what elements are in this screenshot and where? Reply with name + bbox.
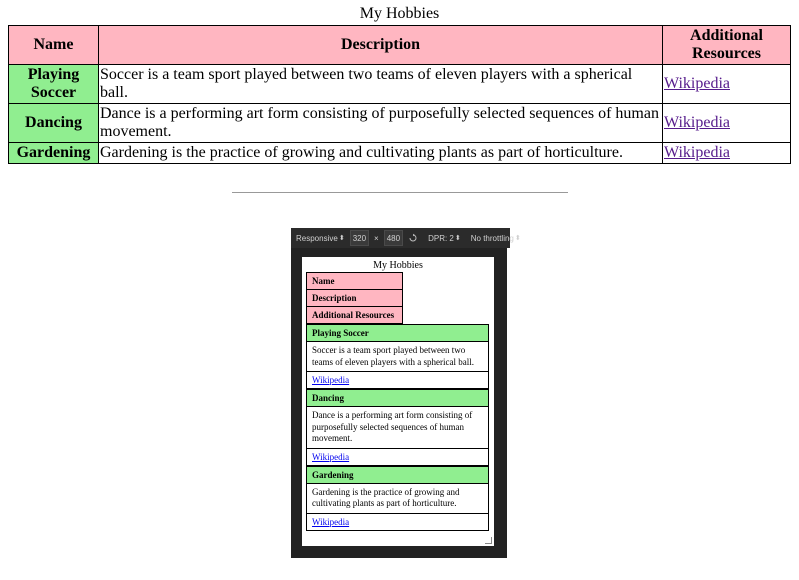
header-description: Description [99,26,663,65]
chevron-updown-icon: ⬍ [454,235,461,242]
wikipedia-link[interactable]: Wikipedia [312,375,350,385]
mobile-row-name: Dancing [306,389,489,407]
row-resource [663,104,791,143]
wikipedia-link[interactable]: Wikipedia [664,75,730,92]
mobile-row-resource [306,372,489,389]
table-row [9,65,791,104]
row-description: Dance is a performing art form consisting of purposefully selected sequences of human movement. [99,104,663,143]
row-description: Soccer is a team sport played between two teams of eleven players with a spherical ball. [99,65,663,104]
row-description: Gardening is the practice of growing and cultivating plants as part of horticulture. [99,143,663,164]
row-resource [663,65,791,104]
hobbies-table [8,25,791,164]
devtools-toolbar [291,228,521,248]
divider [232,192,568,193]
table-header-row [9,26,791,65]
device-viewport [302,257,494,546]
mobile-header-stack [306,272,403,324]
table-caption: My Hobbies [359,5,440,22]
device-mode-label: Responsive [296,233,338,243]
throttle-select[interactable] [469,231,523,245]
wikipedia-link[interactable]: Wikipedia [312,451,350,462]
mobile-row-resource [306,449,489,466]
row-name: Playing Soccer [9,65,99,104]
row-name: Dancing [9,104,99,143]
resize-handle-icon[interactable] [485,537,492,544]
width-input[interactable]: 320 [350,230,369,246]
devtools-responsive-frame [291,228,521,558]
mobile-row-description: Gardening is the practice of growing and cultivating plants as part of horticulture. [306,484,489,514]
header-name: Name [9,26,99,65]
row-resource [663,143,791,164]
mobile-row-name: Gardening [306,466,489,484]
times-sign: × [374,233,379,243]
row-name: Gardening [9,143,99,164]
chevron-updown-icon: ⬍ [514,235,521,242]
mobile-header-description: Description [306,290,403,307]
mobile-row-description: Soccer is a team sport played between two teams of eleven players with a spherical ball. [306,342,489,372]
device-mode-select[interactable] [294,231,347,245]
mobile-row-description: Dance is a performing art form consisting of purposefully selected sequences of human movement. [306,407,489,449]
mobile-row-name: Playing Soccer [306,324,489,342]
mobile-row-resource [306,514,489,531]
chevron-updown-icon: ⬍ [338,235,345,242]
wikipedia-link[interactable]: Wikipedia [664,114,730,131]
mobile-header-resources: Additional Resources [306,307,403,324]
wikipedia-link[interactable]: Wikipedia [312,516,350,527]
dpr-label: DPR: 2 [428,233,454,243]
header-resources: Additional Resources [663,26,791,65]
table-row [9,143,791,164]
height-input[interactable]: 480 [384,230,403,246]
mobile-header-name: Name [306,272,403,290]
mobile-rows [306,324,489,531]
dpr-select[interactable] [426,231,463,245]
table-row [9,104,791,143]
mobile-table-caption: My Hobbies [373,260,423,271]
throttle-label: No throttling [470,233,514,243]
rotate-icon[interactable] [406,231,420,245]
wikipedia-link[interactable]: Wikipedia [664,144,730,161]
